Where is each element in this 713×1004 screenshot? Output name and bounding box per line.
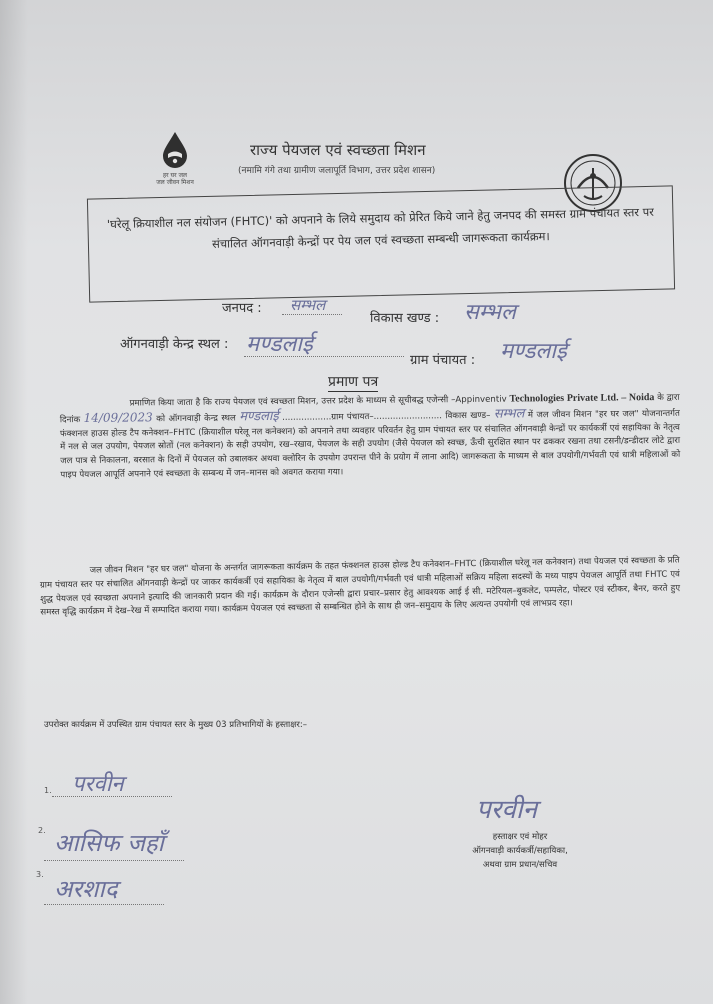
gram-panchayat-value: मण्डलाई bbox=[500, 339, 567, 364]
logo-caption: हर घर जल जल जीवन मिशन bbox=[156, 172, 194, 186]
signatory-line-2: ऑगनवाड़ी कार्यकर्त्री/सहायिका, bbox=[472, 846, 568, 856]
anganwadi-center-value: मण्डलाई bbox=[246, 332, 313, 357]
signatory-line-3: अथवा ग्राम प्रधान/सचिव bbox=[482, 860, 558, 870]
certificate-paragraph-1: प्रमाणित किया जाता है कि राज्य पेयजल एवं स्वच्छता मिशन, उत्तर प्रदेश के माध्यम से सूचीबद्ध एजेन्सी –Appinventiv Technologies Private Ltd. – Noida के द्वारा दिनांक 14/09/2023 को ऑगनवाड़ी केन्द्र स्थल मण्डलाई ..................ग्राम पंचायत–......................... विकास खण्ड– सम्भल में जल जीवन मिशन "हर घर जल" योजनान्तर्गत फंक्शनल हाउस होल्ड टैप कनेक्शन–FHTC (क्रियाशील घरेलू नल कनेक्शन) को अपनाने तथा व्यवहार परिवर्तन हेतु ग्राम पंचायत स्तर पर संचालित ऑगनवाड़ी केन्द्रों पर कार्यकर्त्री एवं सहायिका के नेतृत्व में नल से जल उपयोग, पेयजल स्रोतों (नल कनेक्शन) के सही उपयोग, रख–रखाव, पेयजल के सही उपयोग (जैसे पेयजल को स्वच्छ, ऊँची सुरक्षित स्थान पर ढककर रखना तथा टसनी/डन्डीदार लोटे द्वारा जल पात्र से निकालना, बरसात के दिनों में पेयजल को उबालकर अथवा क्लोरिन के उपयोग उपरान्त पीने के प्रयोग में लाना आदि) जागरूकता के माध्यम से बाल उपयोगी/गर्भवती एवं धात्री महिलाओं को पाइप पेयजल आपूर्ति अपनाने एवं स्वच्छता के सम्बन्ध में जन–मानस को अवगत कराया गया। bbox=[59, 392, 681, 481]
jal-jeevan-mission-logo bbox=[150, 130, 200, 186]
program-date: 14/09/2023 bbox=[83, 410, 153, 425]
anganwadi-center-label: ऑगनवाड़ी केन्द्र स्थल : bbox=[120, 337, 229, 352]
participant-signature-2: आसिफ जहाँ bbox=[54, 829, 164, 857]
participant-signature-3: अरशाद bbox=[54, 875, 118, 903]
document-page: हर घर जल जल जीवन मिशन राज्य पेयजल एवं स्वच्छता मिशन (नमामि गंगे तथा ग्रामीण जलापूर्ति विभाग, उत्तर प्रदेश शासन) 'घरेलू क्रियाशील नल संयोजन (FHTC)' को अपनाने के लिये समुदाय को प्रेरित किये जाने हेतु जनपद की समस्त ग्राम पंचायत स्तर पर संचालित ऑगनवाड़ी केन्द्रों पर पेय जल एवं स्वच्छता सम्बन्धी जागरूकता कार्यक्रम। जनपद : सम्भल विकास खण्ड : सम्भल ऑगनवाड़ी केन्द्र स्थल : मण्डलाई ग्राम पंचायत : मण्डलाई प्रमाण पत्र प्रमाणित किया जाता है कि राज्य पेयजल एवं स्वच्छता मिशन, उत्तर प्रदेश के माध्यम से सूचीबद्ध एजेन्सी –Appinventiv Technologies Private Ltd. – Noida के द्वारा दिनांक 14/09/2023 को ऑगनवाड़ी केन्द्र स्थल मण्डलाई ..................ग्राम पंचायत–......................... विकास खण्ड– सम्भल में जल जीवन मिशन "हर घर जल" योजनान्तर्गत फंक्शनल हाउस होल्ड टैप कनेक्शन–FHTC (क्रियाशील घरेलू नल कनेक्शन) को अपनाने तथा व्यवहार परिवर्तन हेतु ग्राम पंचायत स्तर पर संचालित ऑगनवाड़ी केन्द्रों पर कार्यकर्त्री एवं सहायिका के नेतृत्व में नल से जल उपयोग, पेयजल स्रोतों (नल कनेक्शन) के सही उपयोग, रख–रखाव, पेयजल के सही उपयोग (जैसे पेयजल को स्वच्छ, ऊँची सुरक्षित स्थान पर ढककर रखना तथा टसनी/डन्डीदार लोटे द्वारा जल पात्र से निकालना, बरसात के दिनों में पेयजल को उबालकर अथवा क्लोरिन के उपयोग उपरान्त पीने के प्रयोग में लाना आदि) जागरूकता के माध्यम से बाल उपयोगी/गर्भवती एवं धात्री महिलाओं को पाइप पेयजल आपूर्ति अपनाने एवं स्वच्छता के सम्बन्ध में जन–मानस को अवगत कराया गया। जल जीवन मिशन "हर घर जल" योजना के अन्तर्गत जागरूकता कार्यक्रम के तहत फंक्शनल हाउस होल्ड टैप कनेक्शन–FHTC (क्रियाशील घरेलू नल कनेक्शन) तथा पेयजल एवं स्वच्छता के प्रति ग्राम पंचायत स्तर पर संचालित ऑगनवाड़ी केन्द्रों पर जाकर कार्यकर्त्री एवं सहायिका के नेतृत्व में बाल उपयोगी/गर्भवती एवं धात्री महिलाओं सक्रिय महिला सदस्यों के मध्य पाइप पेयजल आपूर्ति तथा FHTC एवं शुद्ध पेयजल एवं स्वच्छता अपनाने इत्यादि की जानकारी प्रदान की गई। कार्यक्रम के दौरान एजेन्सी द्वारा प्रचार–प्रसार हेतु आवश्यक आई ई सी. मटेरियल–बुकलेट, पम्पलेट, पोस्टर एवं स्टीकर, बैनर, करते हुए समस्त वृद्धि कार्यक्रम में देख–रेख में सम्पादित कराया गया। कार्यक्रम पेयजल एवं स्वच्छता से सम्बन्धित होने के साथ ही जन–समुदाय के लिए अत्यन्त उपयोगी एवं लाभप्रद रहा। उपरोक्त कार्यक्रम में उपस्थित ग्राम पंचायत स्तर के मुख्य 03 प्रतिभागियों के हस्ताक्षर:– 1. परवीन 2. आसिफ जहाँ 3. अरशाद परवीन हस्ताक्षर एवं मोहर ऑगनवाड़ी कार्यकर्त्री/सहायिका, अथवा ग्राम प्रधान/सचिव bbox=[0, 0, 713, 1004]
block-value: सम्भल bbox=[464, 300, 516, 325]
participants-intro: उपरोक्त कार्यक्रम में उपस्थित ग्राम पंचायत स्तर के मुख्य 03 प्रतिभागियों के हस्ताक्षर:– bbox=[44, 720, 307, 730]
certificate-heading: प्रमाण पत्र bbox=[328, 374, 379, 390]
signatory-line-1: हस्ताक्षर एवं मोहर bbox=[492, 832, 548, 842]
district-label: जनपद : bbox=[222, 301, 262, 316]
mission-title: राज्य पेयजल एवं स्वच्छता मिशन bbox=[250, 141, 426, 159]
block-label: विकास खण्ड : bbox=[370, 311, 440, 326]
participant-signature-1: परवीन bbox=[72, 772, 124, 797]
center-handwritten: मण्डलाई bbox=[239, 408, 279, 425]
mission-subtitle: (नमामि गंगे तथा ग्रामीण जलापूर्ति विभाग, उत्तर प्रदेश शासन) bbox=[238, 166, 436, 176]
signatory-block bbox=[430, 830, 610, 872]
certificate-paragraph-2: जल जीवन मिशन "हर घर जल" योजना के अन्तर्गत जागरूकता कार्यक्रम के तहत फंक्शनल हाउस होल्ड टैप कनेक्शन–FHTC (क्रियाशील घरेलू नल कनेक्शन) तथा पेयजल एवं स्वच्छता के प्रति ग्राम पंचायत स्तर पर संचालित ऑगनवाड़ी केन्द्रों पर जाकर कार्यकर्त्री एवं सहायिका के नेतृत्व में बाल उपयोगी/गर्भवती एवं धात्री महिलाओं सक्रिय महिला सदस्यों के मध्य पाइप पेयजल आपूर्ति तथा FHTC एवं शुद्ध पेयजल एवं स्वच्छता अपनाने इत्यादि की जानकारी प्रदान की गई। कार्यक्रम के दौरान एजेन्सी द्वारा प्रचार–प्रसार हेतु आवश्यक आई ई सी. मटेरियल–बुकलेट, पम्पलेट, पोस्टर एवं स्टीकर, बैनर, करते हुए समस्त वृद्धि कार्यक्रम में देख–रेख में सम्पादित कराया गया। कार्यक्रम पेयजल एवं स्वच्छता से सम्बन्धित होने के साथ ही जन–समुदाय के लिए अत्यन्त उपयोगी एवं लाभप्रद रहा। bbox=[39, 555, 681, 618]
gram-panchayat-label: ग्राम पंचायत : bbox=[410, 353, 476, 368]
program-title-box: 'घरेलू क्रियाशील नल संयोजन (FHTC)' को अपनाने के लिये समुदाय को प्रेरित किये जाने हेतु जनपद की समस्त ग्राम पंचायत स्तर पर संचालित ऑगनवाड़ी केन्द्रों पर पेय जल एवं स्वच्छता सम्बन्धी जागरूकता कार्यक्रम। bbox=[87, 185, 675, 302]
agency-name: Technologies Private Ltd. – Noida bbox=[509, 392, 655, 405]
signatory-signature: परवीन bbox=[476, 795, 538, 825]
block-handwritten: सम्भल bbox=[493, 406, 525, 422]
water-drop-icon bbox=[160, 130, 190, 168]
district-value: सम्भल bbox=[290, 296, 326, 314]
